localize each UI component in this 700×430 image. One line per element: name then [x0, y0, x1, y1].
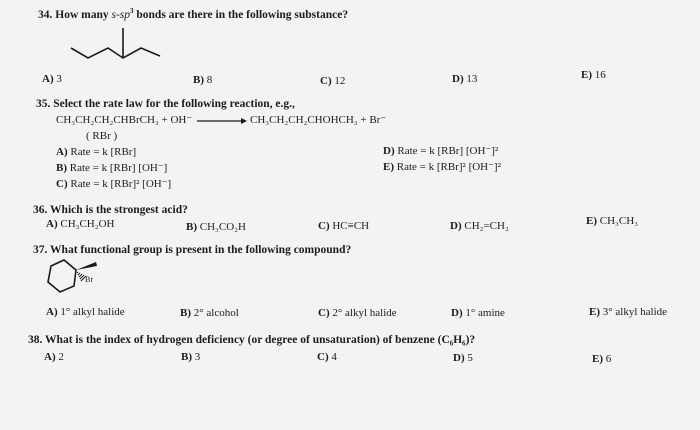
q34-choice-d[interactable]: D) 13 [452, 73, 478, 85]
q37-stem: 37. What functional group is present in the following compound? [33, 244, 352, 256]
q34-choice-a[interactable]: A) 3 [42, 73, 62, 85]
q35-choice-b[interactable]: B) Rate = k [RBr] [OH⁻] [56, 162, 168, 174]
q37-cyclohexane-structure [38, 256, 118, 310]
q37-choice-b[interactable]: B) 2° alcohol [180, 307, 239, 319]
q35-choice-e[interactable]: E) Rate = k [RBr]² [OH⁻]² [383, 161, 501, 173]
q36-stem: 36. Which is the strongest acid? [33, 204, 188, 216]
q34-choice-b[interactable]: B) 8 [193, 74, 213, 86]
q34-stem-bond: s-sp [111, 9, 131, 21]
q38-choice-e[interactable]: E) 6 [592, 353, 612, 365]
q35-choice-d[interactable]: D) Rate = k [RBr] [OH⁻]² [383, 145, 499, 157]
q37-choice-d[interactable]: D) 1° amine [451, 307, 505, 319]
q34-choice-e[interactable]: E) 16 [581, 69, 606, 81]
q34-choice-c[interactable]: C) 12 [320, 75, 346, 87]
q37-choice-a[interactable]: A) 1° alkyl halide [46, 306, 125, 318]
q36-choice-e[interactable]: E) CH₃CH₃ [586, 215, 638, 227]
q36-choice-d[interactable]: D) CH₂=CH₂ [450, 220, 509, 232]
q35-choice-a[interactable]: A) Rate = k [RBr] [56, 146, 137, 158]
reaction-arrow-icon [197, 116, 247, 126]
q35-products: CH₃CH₂CH₂CHOHCH₃ + Br⁻ [250, 114, 387, 126]
q38-choice-c[interactable]: C) 4 [317, 351, 337, 363]
q37-choice-e[interactable]: E) 3° alkyl halide [589, 306, 668, 318]
q38-choice-a[interactable]: A) 2 [44, 351, 64, 363]
q34-stem-prefix: 34. How many [38, 9, 112, 21]
q36-choice-b[interactable]: B) CH₃CO₂H [186, 221, 246, 233]
q36-choice-c[interactable]: C) HC≡CH [318, 220, 370, 232]
q34-skeletal-structure [68, 24, 178, 66]
q34-stem-sup: 3 [130, 7, 134, 16]
q37-choice-c[interactable]: C) 2° alkyl halide [318, 307, 397, 319]
q37-bromo-label: Br [85, 275, 93, 284]
q38-choice-d[interactable]: D) 5 [453, 352, 473, 364]
q35-reactants: CH₃CH₂CH₂CHBrCH₃ + OH⁻ [56, 114, 193, 126]
q34-stem-suffix: bonds are there in the following substance? [133, 9, 349, 21]
q38-choice-b[interactable]: B) 3 [181, 351, 201, 363]
q34-stem [38, 9, 348, 22]
q35-abbrev: ( RBr ) [86, 130, 118, 142]
q35-choice-c[interactable]: C) Rate = k [RBr]² [OH⁻] [56, 178, 172, 190]
q35-stem: 35. Select the rate law for the following reaction, e.g., [36, 98, 295, 110]
q36-choice-a[interactable]: A) CH₃CH₂OH [46, 218, 115, 230]
q38-stem: 38. What is the index of hydrogen deficiency (or degree of unsaturation) of benzene (C₆H₆)? [28, 334, 476, 346]
